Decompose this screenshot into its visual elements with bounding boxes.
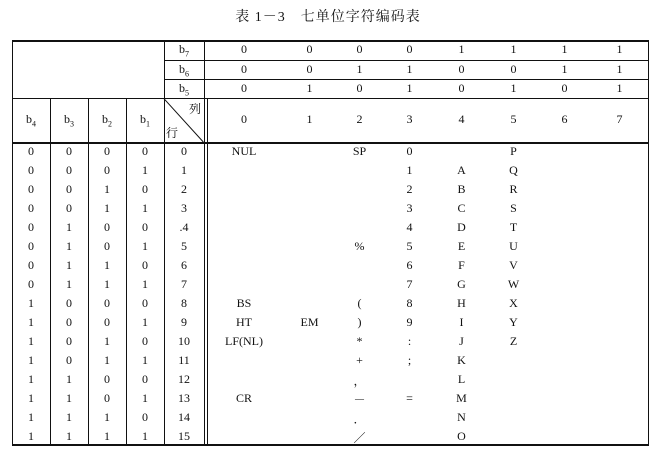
bit-cell: 0 bbox=[66, 334, 72, 348]
bit-cell: 1 bbox=[142, 429, 148, 443]
bit-cell: 0 bbox=[28, 163, 34, 177]
bit-cell: 0 bbox=[28, 201, 34, 215]
char-cell: NUL bbox=[231, 144, 257, 158]
bit-cell: 0 bbox=[104, 296, 110, 310]
char-cell: : bbox=[407, 334, 412, 348]
char-cell: A bbox=[457, 163, 466, 177]
top-row-value: 1 bbox=[406, 61, 413, 76]
char-cell: BS bbox=[236, 296, 252, 310]
bit-cell: 0 bbox=[104, 163, 110, 177]
column-number: 1 bbox=[306, 112, 313, 126]
row-number: 0 bbox=[181, 144, 187, 158]
bit-cell: 1 bbox=[142, 391, 148, 405]
char-cell: + bbox=[356, 353, 363, 367]
bit-cell: 0 bbox=[28, 182, 34, 196]
bit-cell: 1 bbox=[104, 182, 110, 196]
bit-cell: 0 bbox=[142, 372, 148, 386]
bit-cell: 1 bbox=[28, 410, 34, 424]
char-cell: B bbox=[457, 182, 466, 196]
row-number: 15 bbox=[178, 429, 190, 443]
char-cell: F bbox=[458, 258, 465, 272]
bit-cell: 1 bbox=[104, 201, 110, 215]
char-cell: SP bbox=[352, 144, 367, 158]
bit-cell: 1 bbox=[28, 429, 34, 443]
top-row-value: 0 bbox=[356, 42, 363, 56]
char-cell: K bbox=[457, 353, 466, 367]
char-cell: Z bbox=[509, 334, 518, 348]
bit-cell: 0 bbox=[104, 144, 110, 158]
bit-header: $b_3$ bbox=[64, 112, 74, 129]
char-cell: ． bbox=[353, 412, 366, 426]
top-row-value: 1 bbox=[458, 42, 465, 56]
bit-cell: 0 bbox=[104, 220, 110, 234]
top-row-value: 0 bbox=[561, 80, 568, 95]
char-cell: Q bbox=[509, 163, 518, 177]
top-row-value: 0 bbox=[356, 80, 363, 95]
row-number: 8 bbox=[181, 296, 187, 310]
row-number: 9 bbox=[181, 315, 187, 329]
bit-cell: 0 bbox=[66, 201, 72, 215]
bit-cell: 1 bbox=[66, 258, 72, 272]
row-number: 5 bbox=[181, 239, 187, 253]
column-number: 0 bbox=[241, 112, 247, 126]
char-cell: S bbox=[510, 201, 517, 215]
char-cell: J bbox=[459, 334, 464, 348]
column-number: 5 bbox=[510, 112, 517, 126]
char-cell: ) bbox=[357, 315, 362, 329]
bit-cell: 0 bbox=[142, 296, 148, 310]
top-row-value: 0 bbox=[241, 80, 247, 95]
char-cell: M bbox=[456, 391, 467, 405]
top-row-value: 1 bbox=[561, 61, 568, 76]
bit-cell: 1 bbox=[104, 410, 110, 424]
top-row-value: 0 bbox=[406, 42, 413, 56]
char-cell: W bbox=[507, 277, 520, 291]
char-cell: 9 bbox=[406, 315, 413, 329]
bit-cell: 0 bbox=[28, 258, 34, 272]
bit-cell: 1 bbox=[66, 220, 72, 234]
bit-cell: 0 bbox=[66, 296, 72, 310]
row-number: 2 bbox=[181, 182, 187, 196]
bit-cell: 1 bbox=[28, 391, 34, 405]
column-number: 6 bbox=[561, 112, 568, 126]
char-cell: 7 bbox=[406, 277, 413, 291]
char-cell: 0 bbox=[406, 144, 413, 158]
top-row-value: 1 bbox=[406, 80, 413, 95]
char-cell: CR bbox=[235, 391, 252, 405]
bit-cell: 0 bbox=[104, 315, 110, 329]
bit-cell: 0 bbox=[66, 353, 72, 367]
column-number: 2 bbox=[356, 112, 363, 126]
char-cell: － bbox=[353, 393, 366, 407]
top-row-value: 0 bbox=[306, 61, 313, 76]
table-border-right bbox=[648, 40, 649, 446]
char-cell: * bbox=[356, 334, 363, 348]
row-number: 14 bbox=[178, 410, 190, 424]
bit-cell: 1 bbox=[66, 277, 72, 291]
column-number: 7 bbox=[616, 112, 623, 126]
bit-cell: 0 bbox=[28, 277, 34, 291]
top-row-label: $b_7$ bbox=[179, 42, 189, 59]
char-cell: R bbox=[509, 182, 518, 196]
char-cell: G bbox=[457, 277, 466, 291]
row-number: 1 bbox=[181, 163, 187, 177]
top-row-value: 1 bbox=[510, 42, 517, 56]
ascii-code-table bbox=[12, 40, 649, 446]
bit-cell: 1 bbox=[142, 353, 148, 367]
top-row-value: 1 bbox=[616, 80, 623, 95]
bit-cell: 0 bbox=[66, 163, 72, 177]
char-cell: N bbox=[457, 410, 466, 424]
top-row-value: 0 bbox=[241, 42, 247, 56]
column-number: 4 bbox=[458, 112, 465, 126]
char-cell: ; bbox=[407, 353, 412, 367]
bit-cell: 0 bbox=[66, 144, 72, 158]
bit-cell: 1 bbox=[28, 372, 34, 386]
bit-cell: 0 bbox=[66, 182, 72, 196]
bit-cell: 0 bbox=[142, 334, 148, 348]
row-number: 6 bbox=[181, 258, 187, 272]
char-cell: % bbox=[354, 239, 365, 253]
row-number: 10 bbox=[178, 334, 190, 348]
corner-col-label: 列 bbox=[188, 102, 201, 116]
char-cell: D bbox=[457, 220, 466, 234]
char-cell: 1 bbox=[406, 163, 413, 177]
bit-cell: 0 bbox=[28, 220, 34, 234]
char-cell: 3 bbox=[406, 201, 413, 215]
bit-cell: 0 bbox=[142, 220, 148, 234]
bit-cell: 1 bbox=[142, 163, 148, 177]
bit-cell: 0 bbox=[142, 144, 148, 158]
char-cell: Y bbox=[509, 315, 518, 329]
bit-cell: 1 bbox=[104, 258, 110, 272]
bit-cell: 0 bbox=[66, 315, 72, 329]
top-row-value: 1 bbox=[356, 61, 363, 76]
bit-cell: 1 bbox=[66, 372, 72, 386]
bit-cell: 1 bbox=[66, 239, 72, 253]
char-cell: V bbox=[509, 258, 518, 272]
char-cell: O bbox=[457, 429, 466, 443]
bit-header: $b_4$ bbox=[26, 112, 36, 129]
char-cell: HT bbox=[236, 315, 252, 329]
corner-row-label: 行 bbox=[165, 126, 178, 140]
bit-cell: 1 bbox=[104, 334, 110, 348]
bit-cell: 0 bbox=[104, 391, 110, 405]
char-cell: P bbox=[510, 144, 517, 158]
row-number: 11 bbox=[178, 353, 190, 367]
bit-cell: 1 bbox=[28, 334, 34, 348]
char-cell: = bbox=[406, 391, 413, 405]
bit-cell: 0 bbox=[142, 410, 148, 424]
bit-cell: 0 bbox=[142, 182, 148, 196]
row-number: 3 bbox=[181, 201, 187, 215]
top-row-value: 0 bbox=[458, 80, 465, 95]
bit-cell: 1 bbox=[66, 429, 72, 443]
char-cell: H bbox=[457, 296, 466, 310]
char-cell: 2 bbox=[406, 182, 413, 196]
top-row-value: 0 bbox=[458, 61, 465, 76]
char-cell: 6 bbox=[406, 258, 413, 272]
char-cell: C bbox=[457, 201, 466, 215]
top-row-value: 1 bbox=[510, 80, 517, 95]
char-cell: I bbox=[459, 315, 464, 329]
table-title: 表 1－3 七单位字符编码表 bbox=[235, 10, 421, 25]
bit-cell: 1 bbox=[142, 277, 148, 291]
char-cell: L bbox=[457, 372, 466, 386]
column-number: 3 bbox=[406, 112, 413, 126]
bit-cell: 1 bbox=[142, 201, 148, 215]
char-cell: ／ bbox=[353, 431, 366, 445]
top-row-value: 1 bbox=[306, 80, 313, 95]
bit-cell: 1 bbox=[28, 353, 34, 367]
top-row-value: 1 bbox=[616, 42, 623, 56]
bit-cell: 1 bbox=[28, 296, 34, 310]
bit-cell: 1 bbox=[66, 410, 72, 424]
bit-cell: 1 bbox=[28, 315, 34, 329]
top-row-value: 0 bbox=[241, 61, 247, 76]
header-divider bbox=[12, 98, 649, 99]
row-number: 12 bbox=[178, 372, 190, 386]
char-cell: 8 bbox=[406, 296, 413, 310]
bit-cell: 1 bbox=[142, 315, 148, 329]
bit-cell: 1 bbox=[104, 353, 110, 367]
bit-cell: 0 bbox=[28, 239, 34, 253]
char-cell: 5 bbox=[406, 239, 413, 253]
top-row-label: $b_6$ bbox=[179, 61, 189, 78]
char-cell: LF(NL) bbox=[225, 334, 263, 348]
char-cell: X bbox=[509, 296, 518, 310]
top-row-value: 1 bbox=[561, 42, 568, 56]
bit-cell: 1 bbox=[104, 277, 110, 291]
bit-cell: 0 bbox=[28, 144, 34, 158]
top-row-value: 0 bbox=[510, 61, 517, 76]
bit-cell: 0 bbox=[104, 372, 110, 386]
bit-cell: 1 bbox=[142, 239, 148, 253]
bit-cell: 1 bbox=[66, 391, 72, 405]
top-row-value: 0 bbox=[306, 42, 313, 56]
char-cell: T bbox=[509, 220, 518, 234]
row-number: 7 bbox=[181, 277, 187, 291]
char-cell: EM bbox=[300, 315, 319, 329]
char-cell: U bbox=[509, 239, 518, 253]
bit-cell: 0 bbox=[104, 239, 110, 253]
bit-header: $b_2$ bbox=[102, 112, 112, 129]
top-row-label: $b_5$ bbox=[179, 80, 189, 97]
char-cell: 4 bbox=[406, 220, 413, 234]
char-cell: E bbox=[457, 239, 466, 253]
top-row-value: 1 bbox=[616, 61, 623, 76]
char-cell: ( bbox=[357, 296, 362, 310]
bit-cell: 0 bbox=[142, 258, 148, 272]
row-number: 13 bbox=[178, 391, 190, 405]
row-number: .4 bbox=[179, 220, 189, 234]
bit-header: $b_1$ bbox=[140, 112, 150, 129]
bit-cell: 1 bbox=[104, 429, 110, 443]
char-cell: ， bbox=[353, 374, 366, 388]
